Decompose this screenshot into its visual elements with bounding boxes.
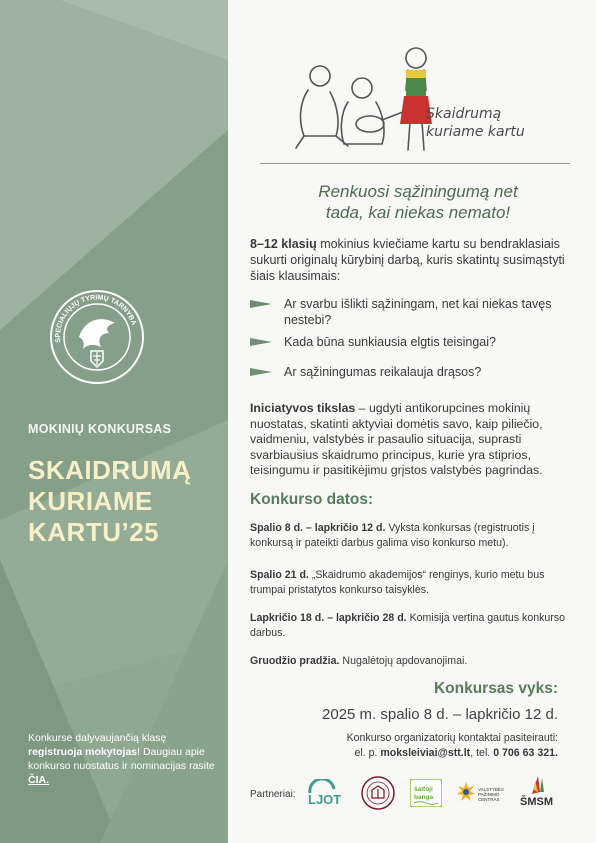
valstybes-pazinimo-centras-logo-icon: [456, 780, 512, 808]
svg-text:VALSTYBĖS: VALSTYBĖS: [478, 787, 504, 792]
arrow-icon: [250, 338, 272, 346]
contact-info: Konkurso organizatorių kontaktai pasiteirauti: el. p. moksleiviai@stt.lt, tel. 0 706 63 321.: [346, 732, 558, 759]
smsm-logo-icon: [518, 774, 558, 808]
date-item: Lapkričio 18 d. – lapkričio 28 d. Komisija vertina gautus konkurso darbus.: [250, 612, 566, 639]
question-item: Ar sąžiningumas reikalauja drąsos?: [250, 364, 570, 380]
contest-label: MOKINIŲ KONKURSAS: [28, 422, 172, 436]
svg-text:LJOT: LJOT: [308, 792, 342, 807]
slogan: Renkuosi sąžiningumą net tada, kai niekas nemato!: [318, 182, 518, 222]
saltoji-banga-logo-icon: [410, 779, 442, 807]
title-line-1: SKAIDRUMĄ: [28, 455, 192, 485]
right-panel: [228, 0, 596, 843]
date-item: Spalio 8 d. – lapkričio 12 d. Vyksta konkursas (registruotis į konkursą ir pateikti darbus galima viso konkurso metu).: [250, 522, 535, 549]
left-panel: [0, 0, 228, 843]
phone-number: 0 706 63 321.: [493, 747, 558, 759]
dates-heading: Konkurso datos:: [250, 491, 374, 508]
page-title: [28, 455, 191, 548]
svg-text:šaltoji: šaltoji: [414, 786, 433, 793]
rules-link[interactable]: ČIA.: [28, 774, 49, 786]
divider: [260, 163, 570, 164]
title-line-2: KURIAME: [28, 486, 153, 516]
arrow-icon: [250, 368, 272, 376]
registration-note: Konkurse dalyvaujančią klasę registruoja mokytojas! Daugiau apie konkurso nuostatus ir nominacijas rasite ČIA.: [28, 732, 215, 786]
svg-text:SPECIALIŲJŲ TYRIMŲ TARNYBA: SPECIALIŲJŲ TYRIMŲ TARNYBA: [54, 294, 138, 343]
title-line-3: KARTU’25: [28, 517, 160, 547]
date-item: Spalio 21 d. „Skaidrumo akademijos“ renginys, kurio metu bus trumpai pristatytos konkurso taisyklės.: [250, 569, 545, 596]
brand-text: Skaidrumą kuriame kartu: [426, 106, 525, 140]
email-link[interactable]: moksleiviai@stt.lt: [380, 747, 471, 759]
svg-text:CENTRAS: CENTRAS: [478, 797, 500, 802]
question-item: Kada būna sunkiausia elgtis teisingai?: [250, 334, 570, 350]
svg-text:banga: banga: [414, 794, 434, 801]
partners-label: Partneriai:: [250, 789, 296, 800]
runs-heading: Konkursas vyks:: [433, 680, 558, 697]
vilnius-university-logo-icon: [361, 776, 395, 810]
goal-text: Iniciatyvos tikslas – ugdyti antikorupcines mokinių nuostatas, skatinti aktyviai domėtis savo, kaip piliečio, vaidmeniu, valstybės ir pasaulio situacija, suprasti svarbiausius skaidrumo principus, kurie yra stiprios, teisingumu ir pasitikėjimu grįstos valstybės pagrindas.: [250, 401, 543, 478]
question-item: Ar svarbu išlikti sąžiningam, net kai niekas tavęs nestebi?: [250, 296, 570, 328]
arrow-icon: [250, 300, 272, 308]
svg-text:ŠMSM: ŠMSM: [520, 796, 553, 808]
intro-text: 8–12 klasių mokinius kviečiame kartu su bendraklasiais sukurti originalų kūrybinį darbą, kuris skatintų susimąstyti šiais klausimais:: [250, 237, 565, 283]
stt-emblem-icon: [49, 289, 145, 385]
runs-date: 2025 m. spalio 8 d. – lapkričio 12 d.: [322, 706, 558, 723]
ljot-logo-icon: [304, 779, 352, 807]
date-item: Gruodžio pradžia. Nugalėtojų apdovanojimai.: [250, 655, 468, 667]
svg-text:PAŽINIMO: PAŽINIMO: [478, 792, 500, 797]
